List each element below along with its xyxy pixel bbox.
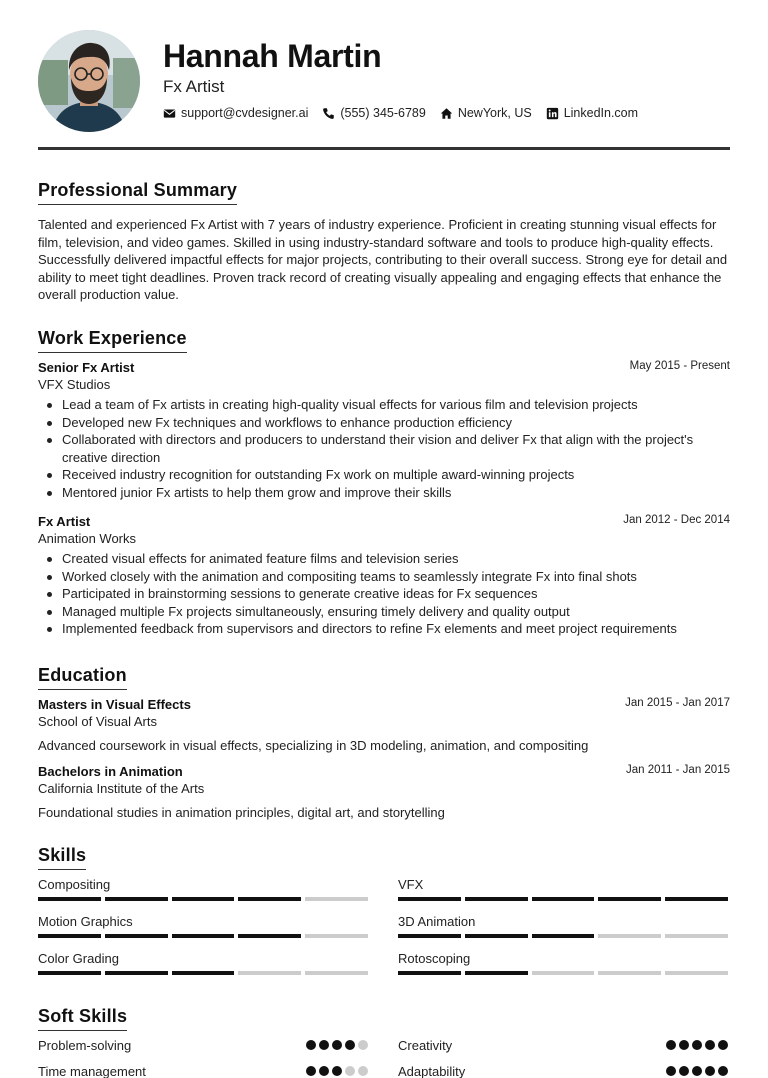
soft-skill-rating bbox=[666, 1066, 728, 1076]
rating-dot bbox=[718, 1066, 728, 1076]
school-name: School of Visual Arts bbox=[38, 714, 157, 729]
job-company: Animation Works bbox=[38, 531, 137, 546]
work-heading: Work Experience bbox=[38, 328, 187, 353]
rating-dot bbox=[358, 1040, 368, 1050]
bullet-item: Developed new Fx techniques and workflows to enhance production efficiency bbox=[38, 414, 730, 432]
education-heading: Education bbox=[38, 665, 127, 690]
skill-level-segment bbox=[465, 934, 528, 938]
skill-level-segment bbox=[532, 971, 595, 975]
bullet-item: Received industry recognition for outstanding Fx work on multiple award-winning projects bbox=[38, 466, 730, 484]
bullet-item: Participated in brainstorming sessions to generate creative ideas for Fx sequences bbox=[38, 585, 730, 603]
skill-level-bar bbox=[38, 971, 368, 975]
rating-dot bbox=[319, 1066, 329, 1076]
contact-phone[interactable] bbox=[322, 106, 425, 120]
skill-name: VFX bbox=[398, 877, 424, 892]
rating-dot bbox=[705, 1040, 715, 1050]
phone-text: (555) 345-6789 bbox=[340, 106, 426, 120]
rating-dot bbox=[666, 1066, 676, 1076]
soft-skill-name: Adaptability bbox=[398, 1064, 466, 1078]
bullet-item: Created visual effects for animated feature films and television series bbox=[38, 550, 730, 568]
skill-level-segment bbox=[665, 971, 728, 975]
skill-item bbox=[38, 914, 368, 938]
linkedin-icon bbox=[546, 107, 559, 120]
skill-level-segment bbox=[305, 934, 368, 938]
education-entry bbox=[38, 764, 730, 820]
degree-title: Bachelors in Animation bbox=[38, 764, 183, 779]
home-icon bbox=[440, 107, 453, 120]
rating-dot bbox=[319, 1040, 329, 1050]
skill-level-segment bbox=[238, 934, 301, 938]
skill-level-segment bbox=[105, 934, 168, 938]
soft-skill-name: Creativity bbox=[398, 1038, 453, 1053]
soft-skill-rating bbox=[666, 1040, 728, 1050]
summary-text: Talented and experienced Fx Artist with 7 years of industry experience. Proficient in creating stunning visual effects for film, television, and video games. Skilled in using industry-standard software and tools to produce high-quality effects. Successfully delivered impactful effects for major projects, contributing to their overall success. Strong eye for detail and ability to meet tight deadlines. Proven track record of creating visually appealing and engaging effects that enhance the overall production value. bbox=[38, 217, 728, 303]
skill-level-segment bbox=[305, 971, 368, 975]
job-entry bbox=[38, 360, 730, 502]
skill-level-bar bbox=[398, 934, 728, 938]
rating-dot bbox=[679, 1066, 689, 1076]
skills-heading: Skills bbox=[38, 845, 86, 870]
candidate-name: Hannah Martin bbox=[163, 38, 382, 74]
skill-level-segment bbox=[398, 934, 461, 938]
skill-level-bar bbox=[398, 971, 728, 975]
soft-skill-name: Problem-solving bbox=[38, 1038, 132, 1053]
job-date: Jan 2012 - Dec 2014 bbox=[623, 514, 730, 526]
soft-skill-rating bbox=[306, 1040, 368, 1050]
skill-level-segment bbox=[38, 897, 101, 901]
skill-level-segment bbox=[665, 934, 728, 938]
skill-level-segment bbox=[598, 897, 661, 901]
education-entry bbox=[38, 697, 730, 753]
skill-level-segment bbox=[172, 934, 235, 938]
bullet-item: Managed multiple Fx projects simultaneously, ensuring timely delivery and quality output bbox=[38, 603, 730, 621]
skill-level-bar bbox=[38, 934, 368, 938]
skill-level-segment bbox=[172, 897, 235, 901]
job-title: Fx Artist bbox=[38, 514, 91, 529]
skill-name: Rotoscoping bbox=[398, 951, 471, 966]
job-bullets bbox=[38, 396, 730, 502]
summary-heading: Professional Summary bbox=[38, 180, 237, 205]
job-bullets bbox=[38, 550, 730, 638]
education-date: Jan 2011 - Jan 2015 bbox=[625, 764, 730, 776]
rating-dot bbox=[306, 1066, 316, 1076]
skill-level-segment bbox=[105, 897, 168, 901]
soft-skill-name: Time management bbox=[38, 1064, 146, 1078]
skill-level-segment bbox=[532, 897, 595, 901]
skill-name: Color Grading bbox=[38, 951, 119, 966]
skill-level-segment bbox=[398, 897, 461, 901]
soft-skill-rating bbox=[306, 1066, 368, 1076]
job-date: May 2015 - Present bbox=[629, 360, 730, 372]
avatar bbox=[38, 30, 140, 132]
skill-item bbox=[398, 877, 728, 901]
bullet-item: Implemented feedback from supervisors and directors to refine Fx elements and meet project requirements bbox=[38, 620, 730, 638]
bullet-item: Collaborated with directors and producers to understand their vision and deliver Fx that align with the project's creative direction bbox=[38, 431, 730, 466]
candidate-role: Fx Artist bbox=[163, 77, 225, 96]
envelope-icon bbox=[163, 107, 176, 120]
bullet-item: Mentored junior Fx artists to help them grow and improve their skills bbox=[38, 484, 730, 502]
rating-dot bbox=[679, 1040, 689, 1050]
rating-dot bbox=[705, 1066, 715, 1076]
skill-level-segment bbox=[105, 971, 168, 975]
skill-level-segment bbox=[38, 971, 101, 975]
bullet-item: Worked closely with the animation and compositing teams to seamlessly integrate Fx into final shots bbox=[38, 568, 730, 586]
skill-level-segment bbox=[238, 897, 301, 901]
skill-item bbox=[398, 914, 728, 938]
contact-row bbox=[163, 106, 638, 120]
rating-dot bbox=[332, 1066, 342, 1076]
skill-item bbox=[38, 877, 368, 901]
education-description: Advanced coursework in visual effects, specializing in 3D modeling, animation, and compositing bbox=[38, 738, 589, 753]
degree-title: Masters in Visual Effects bbox=[38, 697, 191, 712]
skill-level-segment bbox=[532, 934, 595, 938]
contact-email[interactable] bbox=[163, 106, 308, 120]
skill-level-segment bbox=[38, 934, 101, 938]
rating-dot bbox=[666, 1040, 676, 1050]
email-text: support@cvdesigner.ai bbox=[181, 106, 309, 120]
soft-skill-item bbox=[398, 1038, 728, 1053]
phone-icon bbox=[322, 107, 335, 120]
job-company: VFX Studios bbox=[38, 377, 111, 392]
skill-name: Motion Graphics bbox=[38, 914, 133, 929]
skill-level-segment bbox=[305, 897, 368, 901]
header-divider bbox=[38, 147, 730, 150]
rating-dot bbox=[345, 1040, 355, 1050]
portrait-photo bbox=[38, 30, 140, 132]
education-description: Foundational studies in animation principles, digital art, and storytelling bbox=[38, 805, 445, 820]
bullet-item: Lead a team of Fx artists in creating high-quality visual effects for various film and television projects bbox=[38, 396, 730, 414]
rating-dot bbox=[306, 1040, 316, 1050]
skill-level-segment bbox=[172, 971, 235, 975]
skill-level-segment bbox=[598, 934, 661, 938]
skill-name: 3D Animation bbox=[398, 914, 476, 929]
linkedin-text: LinkedIn.com bbox=[563, 106, 639, 120]
skill-level-segment bbox=[665, 897, 728, 901]
rating-dot bbox=[345, 1066, 355, 1076]
skill-item bbox=[398, 951, 728, 975]
resume-header bbox=[38, 30, 730, 134]
skill-level-segment bbox=[465, 971, 528, 975]
rating-dot bbox=[692, 1040, 702, 1050]
skill-level-segment bbox=[465, 897, 528, 901]
school-name: California Institute of the Arts bbox=[38, 781, 205, 796]
soft-skill-item bbox=[38, 1064, 368, 1078]
contact-location bbox=[440, 106, 532, 120]
skill-name: Compositing bbox=[38, 877, 111, 892]
location-text: NewYork, US bbox=[457, 106, 532, 120]
rating-dot bbox=[358, 1066, 368, 1076]
education-date: Jan 2015 - Jan 2017 bbox=[625, 697, 730, 709]
skill-level-segment bbox=[398, 971, 461, 975]
skill-level-bar bbox=[398, 897, 728, 901]
rating-dot bbox=[718, 1040, 728, 1050]
soft-skill-item bbox=[398, 1064, 728, 1078]
skill-level-segment bbox=[238, 971, 301, 975]
rating-dot bbox=[692, 1066, 702, 1076]
skill-level-segment bbox=[598, 971, 661, 975]
skill-level-bar bbox=[38, 897, 368, 901]
contact-linkedin[interactable] bbox=[546, 106, 638, 120]
job-entry bbox=[38, 514, 730, 638]
soft-skills-heading: Soft Skills bbox=[38, 1006, 127, 1031]
rating-dot bbox=[332, 1040, 342, 1050]
job-title: Senior Fx Artist bbox=[38, 360, 135, 375]
skill-item bbox=[38, 951, 368, 975]
soft-skill-item bbox=[38, 1038, 368, 1053]
